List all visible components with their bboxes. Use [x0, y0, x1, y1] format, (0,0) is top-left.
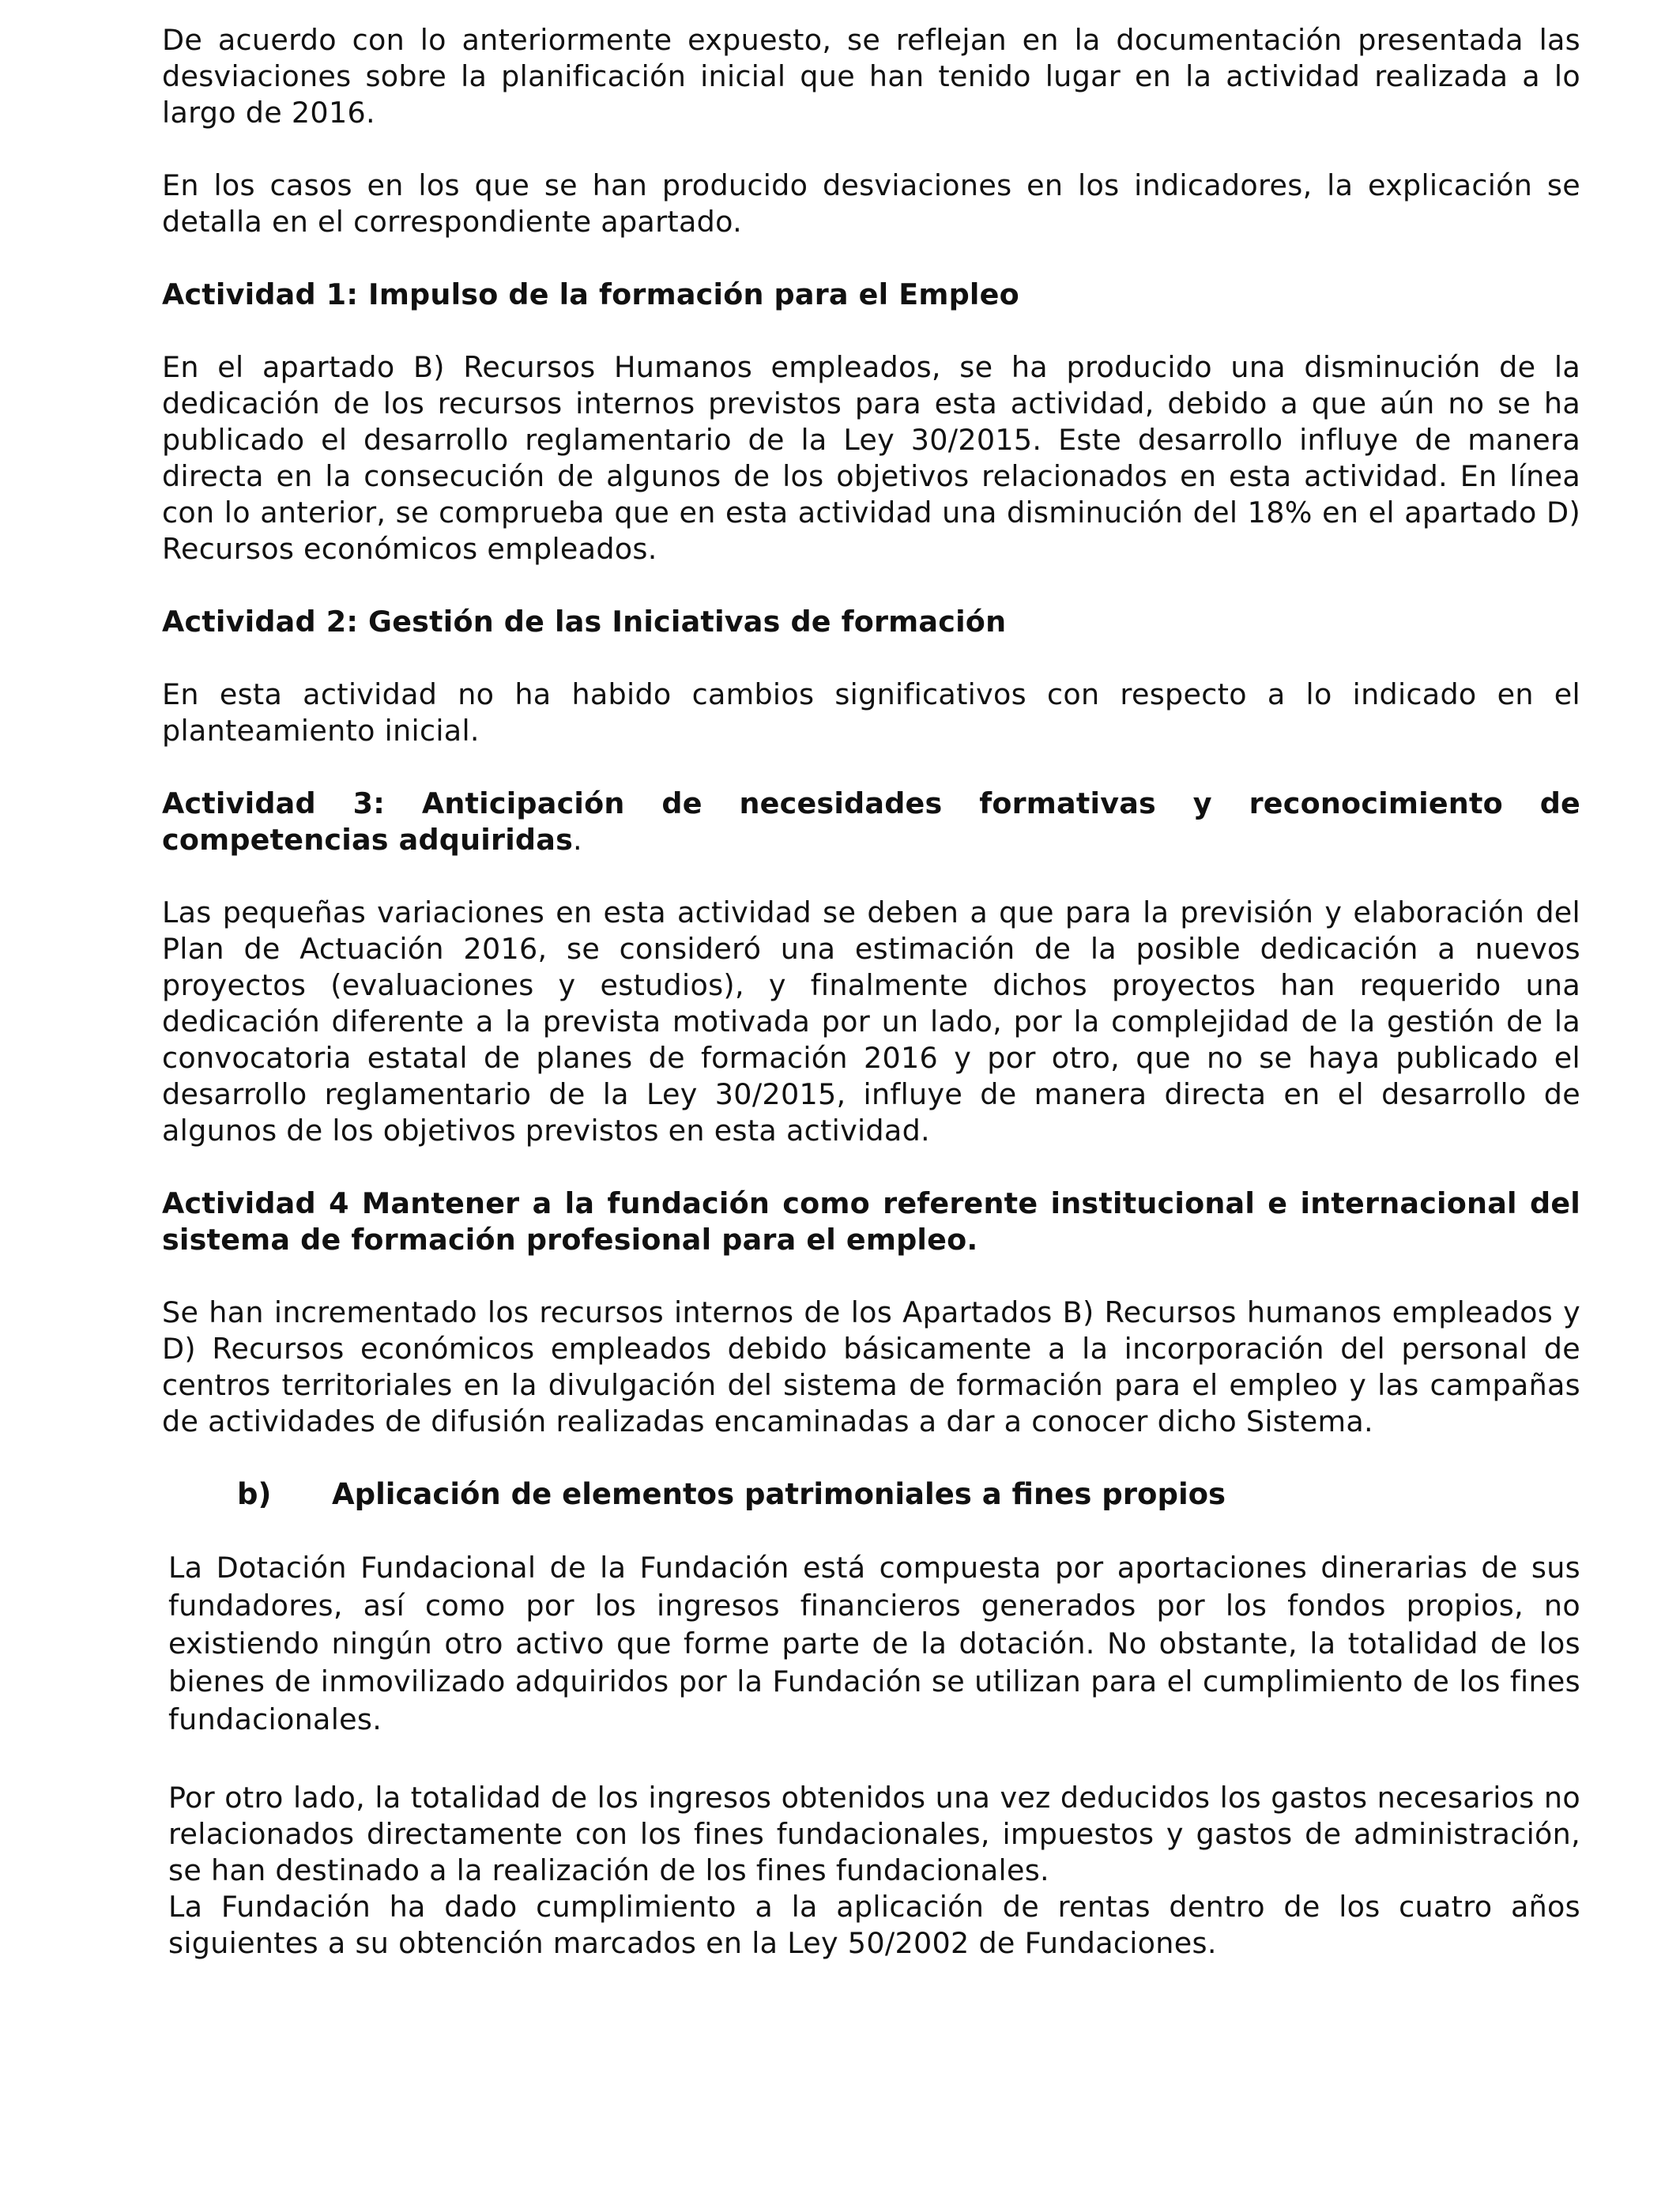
spacer	[162, 240, 1580, 277]
spacer	[162, 858, 1580, 895]
spacer	[162, 1513, 1580, 1549]
spacer	[162, 1440, 1580, 1476]
spacer	[162, 313, 1580, 349]
activity-4-body: Se han incrementado los recursos internos de los Apartados B) Recursos humanos empleados y D) Recursos económicos empleados debido básicamente a la incorporación del personal de centros territoriales en la divulgación del sistema de formación para el empleo y las campañas de actividades de difusión realizadas encaminadas a dar a conocer dicho Sistema.	[162, 1295, 1580, 1438]
section-b-paragraph-3: La Fundación ha dado cumplimiento a la aplicación de rentas dentro de los cuatro años siguientes a su obtención marcados en la Ley 50/2002 de Fundaciones.	[168, 1890, 1580, 1960]
section-b-title: Aplicación de elementos patrimoniales a fines propios	[332, 1477, 1226, 1511]
activity-1-body: En el apartado B) Recursos Humanos empleados, se ha producido una disminución de la dedicación de los recursos internos previstos para esta actividad, debido a que aún no se ha publicado el desarrollo reglamentario de la Ley 30/2015. Este desarrollo influye de manera directa en la consecución de algunos de los objetivos relacionados en esta actividad. En línea con lo anterior, se comprueba que en esta actividad una disminución del 18% en el apartado D) Recursos económicos empleados.	[162, 350, 1580, 566]
activity-3-body: Las pequeñas variaciones en esta actividad se deben a que para la previsión y elaboración del Plan de Actuación 2016, se consideró una estimación de la posible dedicación a nuevos proyectos (evaluaciones y estudios), y finalmente dichos proyectos han requerido una dedicación diferente a la prevista motivada por un lado, por la complejidad de la gestión de la convocatoria estatal de planes de formación 2016 y por otro, que no se haya publicado el desarrollo reglamentario de la Ley 30/2015, influye de manera directa en el desarrollo de algunos de los objetivos previstos en esta actividad.	[162, 895, 1580, 1148]
spacer	[162, 1149, 1580, 1186]
activity-1-heading: Actividad 1: Impulso de la formación para el Empleo	[162, 277, 1019, 311]
activity-3-heading-text: Actividad 3: Anticipación de necesidades formativas y reconocimiento de competencias adquiridas	[162, 786, 1580, 857]
intro-paragraph-1: De acuerdo con lo anteriormente expuesto, se reflejan en la documentación presentada las desviaciones sobre la planificación inicial que han tenido lugar en la actividad realizada a lo largo de 2016.	[162, 23, 1580, 130]
spacer	[162, 1258, 1580, 1295]
activity-3-heading-period: .	[573, 823, 582, 857]
spacer	[162, 131, 1580, 168]
document-content	[162, 22, 1580, 1962]
spacer	[162, 749, 1580, 786]
section-b-letter: b)	[237, 1477, 272, 1511]
spacer	[162, 567, 1580, 604]
activity-3-heading	[162, 786, 1580, 858]
activity-4-heading: Actividad 4 Mantener a la fundación como referente institucional e internacional del sistema de formación profesional para el empleo.	[162, 1186, 1580, 1257]
spacer	[162, 1739, 1580, 1780]
section-b-paragraph-1: La Dotación Fundacional de la Fundación está compuesta por aportaciones dinerarias de sus fundadores, así como por los ingresos financieros generados por los fondos propios, no existiendo ningún otro activo que forme parte de la dotación. No obstante, la totalidad de los bienes de inmovilizado adquiridos por la Fundación se utilizan para el cumplimiento de los fines fundacionales.	[168, 1551, 1580, 1736]
section-b-heading	[237, 1476, 1580, 1513]
spacer	[162, 640, 1580, 677]
activity-2-heading: Actividad 2: Gestión de las Iniciativas de formación	[162, 605, 1007, 639]
intro-paragraph-2: En los casos en los que se han producido desviaciones en los indicadores, la explicación se detalla en el correspondiente apartado.	[162, 168, 1580, 239]
section-b-paragraph-2: Por otro lado, la totalidad de los ingresos obtenidos una vez deducidos los gastos necesarios no relacionados directamente con los fines fundacionales, impuestos y gastos de administración, se han destinado a la realización de los fines fundacionales.	[168, 1781, 1580, 1887]
activity-2-body: En esta actividad no ha habido cambios significativos con respecto a lo indicado en el planteamiento inicial.	[162, 677, 1580, 748]
